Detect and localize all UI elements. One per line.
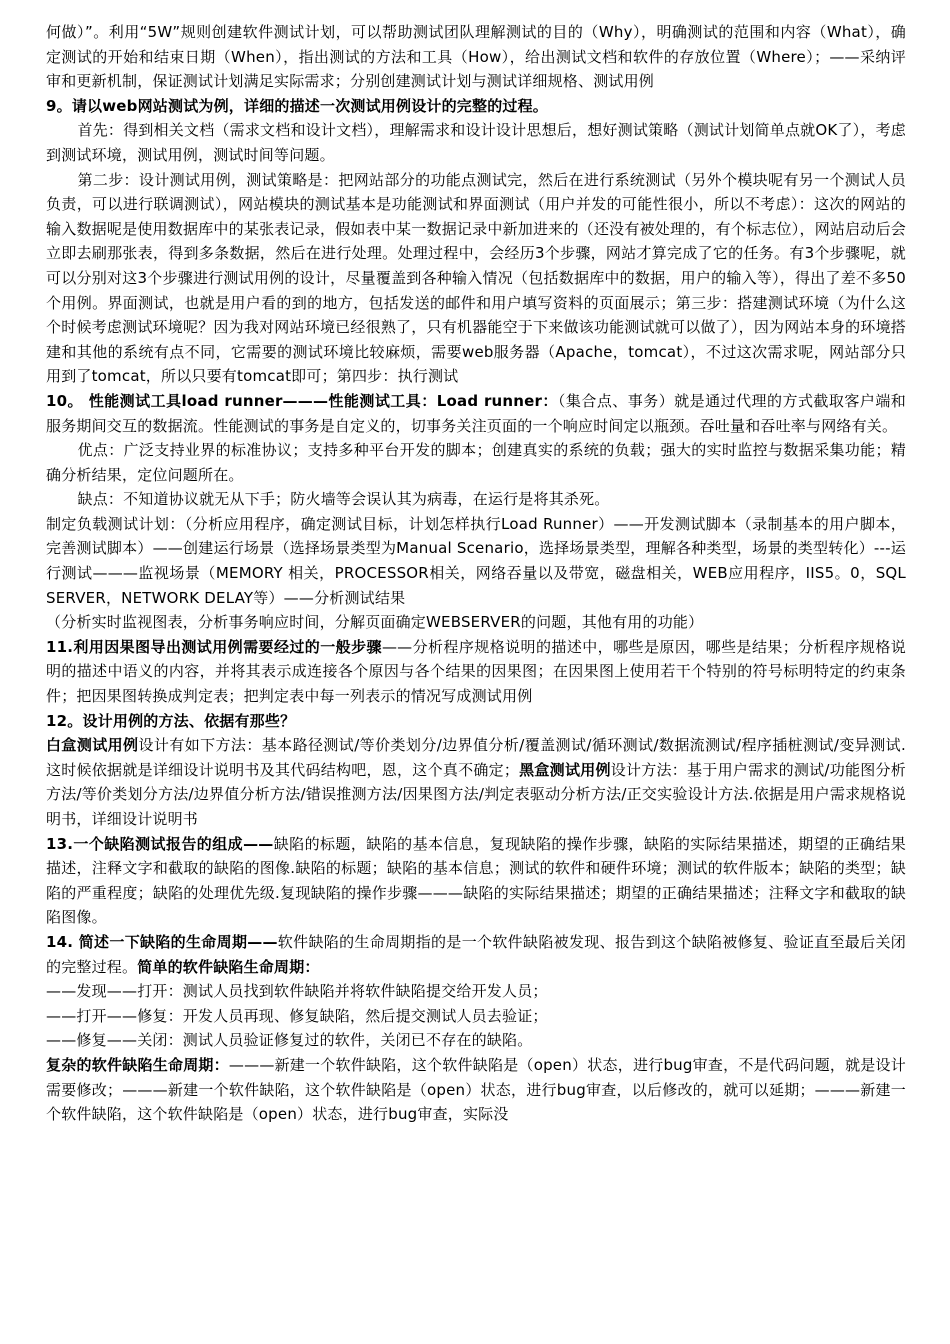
paragraph: [46, 20, 906, 94]
paragraph: [46, 610, 906, 635]
paragraph: [46, 1053, 906, 1127]
paragraph: [46, 709, 906, 734]
text-run: 设计有如下方法：基本路径测试/等价类划分/边界值分析/覆盖测试/循环测试/数据流测试/程序插桩测试/变异测试.这时候依据就是详细设计说明书及其代码结构吧，恩，这个真不确定；: [46, 736, 906, 779]
text-run: 设计方法：基于用户需求的测试/功能图分析方法/等价类划分方法/边界值分析方法/错误推测方法/因果图方法/判定表驱动分析方法/正交实验设计方法.依据是用户需求规格说明书，详细设计说明书: [46, 760, 906, 828]
paragraph: [46, 168, 906, 389]
paragraph: [46, 389, 906, 438]
bold-text: 12。设计用例的方法、依据有那些？: [46, 711, 296, 730]
paragraph: [46, 1028, 906, 1053]
text-run: 优点：广泛支持业界的标准协议；支持多种平台开发的脚本；创建真实的系统的负载；强大的实时监控与数据采集功能；精确分析结果，定位问题所在。: [46, 441, 906, 484]
paragraph: [46, 1004, 906, 1029]
bold-text: 黑盒测试用例: [519, 760, 611, 779]
bold-text: 简单的软件缺陷生命周期：: [137, 957, 320, 976]
text-run: ———新建一个软件缺陷，这个软件缺陷是（open）状态，进行bug审查，不是代码问题，就是设计需要修改；———新建一个软件缺陷，这个软件缺陷是（open）状态，进行bug审查，以后修改的，就可以延期；———新建一个软件缺陷，这个软件缺陷是（open）状态，进行bug审查，实际没: [46, 1055, 906, 1124]
paragraph: [46, 512, 906, 610]
text-run: （分析实时监视图表，分析事务响应时间，分解页面确定WEBSERVER的问题，其他有用的功能）: [46, 613, 704, 632]
text-run: ——分析程序规格说明的描述中，哪些是原因，哪些是结果；分析程序规格说明的描述中语义的内容，并将其表示成连接各个原因与各个结果的因果图；在因果图上使用若干个特别的符号标明特定的约束条件；把因果图转换成判定表；把判定表中每一列表示的情况写成测试用例: [46, 637, 906, 706]
paragraph: [46, 832, 906, 930]
bold-text: 13.一个缺陷测试报告的组成——: [46, 834, 274, 853]
bold-text: 9。请以web网站测试为例，详细的描述一次测试用例设计的完整的过程。: [46, 96, 549, 115]
text-run: 首先：得到相关文档（需求文档和设计文档），理解需求和设计设计思想后，想好测试策略（测试计划简单点就OK了），考虑到测试环境，测试用例，测试时间等问题。: [46, 121, 906, 164]
paragraph: [46, 635, 906, 709]
text-run: 缺陷的标题，缺陷的基本信息，复现缺陷的操作步骤，缺陷的实际结果描述，期望的正确结果描述，注释文字和截取的缺陷的图像.缺陷的标题；缺陷的基本信息；测试的软件和硬件环境；测试的软件版本；缺陷的类型；缺陷的严重程度；缺陷的处理优先级.复现缺陷的操作步骤———缺陷的实际结果描述；期望的正确结果描述；注释文字和截取的缺陷图像。: [46, 834, 906, 927]
paragraph: [46, 733, 906, 831]
text-run: 缺点：不知道协议就无从下手；防火墙等会误认其为病毒，在运行是将其杀死。: [77, 490, 610, 509]
bold-text: 11.利用因果图导出测试用例需要经过的一般步骤: [46, 637, 382, 656]
paragraph: [46, 979, 906, 1004]
text-run: 制定负载测试计划：（分析应用程序，确定测试目标，计划怎样执行Load Runner）——开发测试脚本（录制基本的用户脚本，完善测试脚本）——创建运行场景（选择场景类型为Manual Scenario，选择场景类型，理解各种类型，场景的类型转化）---运行测试———监视场景（MEMORY 相关，PROCESSOR相关，网络吞量以及带宽，磁盘相关，WEB应用程序，IIS5。0，SQL SERVER，NETWORK DELAY等）——分析测试结果: [46, 514, 906, 607]
paragraph: [46, 930, 906, 979]
text-run: 何做）”。利用“5W”规则创建软件测试计划，可以帮助测试团队理解测试的目的（Why），明确测试的范围和内容（What），确定测试的开始和结束日期（When），指出测试的方法和工具（How），给出测试文档和软件的存放位置（Where）；——采纳评审和更新机制，保证测试计划满足实际需求；分别创建测试计划与测试详细规格、测试用例: [46, 23, 906, 91]
paragraph: [46, 438, 906, 487]
text-run: 软件缺陷的生命周期指的是一个软件缺陷被发现、报告到这个缺陷被修复、验证直至最后关闭的完整过程。: [46, 932, 906, 976]
document-body: [46, 20, 906, 1127]
text-run: ——发现——打开：测试人员找到软件缺陷并将软件缺陷提交给开发人员；: [46, 982, 548, 1001]
paragraph: [46, 487, 906, 512]
text-run: （集合点、事务）就是通过代理的方式截取客户端和服务期间交互的数据流。性能测试的事务是自定义的，切事务关注页面的一个响应时间定以瓶颈。吞吐量和吞吐率与网络有关。: [46, 391, 906, 435]
text-run: 第二步：设计测试用例，测试策略是：把网站部分的功能点测试完，然后在进行系统测试（另外个模块呢有另一个测试人员负责，可以进行联调测试），网站模块的测试基本是功能测试和界面测试（用户并发的可能性很小，所以不考虑）：这次的网站的输入数据呢是使用数据库中的某张表记录，假如表中某一数据记录中新加进来的（还没有被处理的，有个标志位），网站启动后会立即去刷那张表，得到多条数据，然后在进行处理。处理过程中，会经历3个步骤，网站才算完成了它的任务。有3个步骤呢，就可以分别对这3个步骤进行测试用例的设计，尽量覆盖到各种输入情况（包括数据库中的数据，用户的输入等），得出了差不多50个用例。界面测试，也就是用户看的到的地方，包括发送的邮件和用户填写资料的页面展示；第三步：搭建测试环境（为什么这个时候考虑测试环境呢？因为我对网站环境已经很熟了，只有机器能空于下来做该功能测试就可以做了），因为网站本身的环境搭建和其他的系统有点不同，它需要的测试环境比较麻烦，需要web服务器（Apache，tomcat），不过这次需求呢，网站部分只用到了tomcat，所以只要有tomcat即可；第四步：执行测试: [46, 170, 906, 386]
paragraph: [46, 94, 906, 119]
bold-text: 10。 性能测试工具load runner———性能测试工具：Load runner：: [46, 391, 558, 410]
text-run: ——修复——关闭：测试人员验证修复过的软件，关闭已不存在的缺陷。: [46, 1031, 533, 1050]
text-run: ——打开——修复：开发人员再现、修复缺陷，然后提交测试人员去验证；: [46, 1006, 548, 1025]
paragraph: [46, 118, 906, 167]
bold-text: 复杂的软件缺陷生命周期：: [46, 1055, 229, 1074]
bold-text: 白盒测试用例: [46, 736, 139, 755]
bold-text: 14. 简述一下缺陷的生命周期——: [46, 932, 278, 951]
